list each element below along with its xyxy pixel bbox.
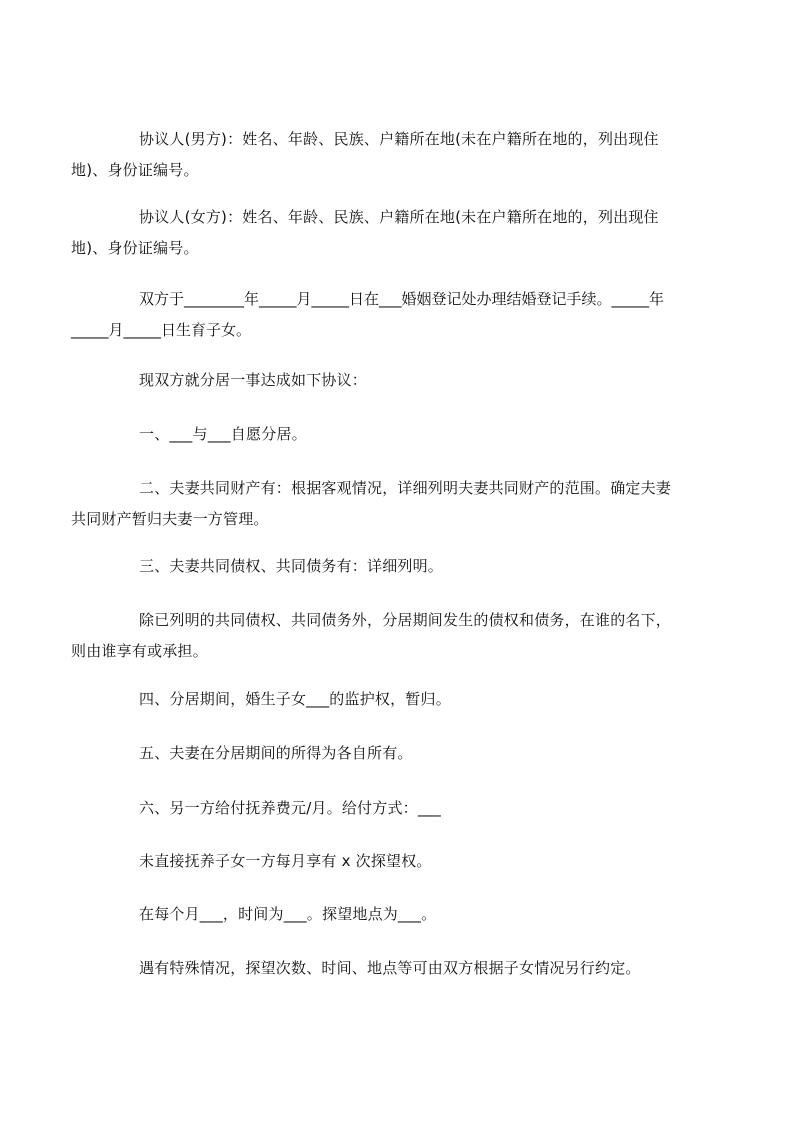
paragraph-line: 遇有特殊情况，探望次数、时间、地点等可由双方根据子女情况另行约定。 [139, 959, 641, 977]
paragraph-line: 协议人(男方)：姓名、年龄、民族、户籍所在地(未在户籍所在地的，列出现住 [139, 130, 659, 148]
paragraph-line: 在每个月___，时间为___。探望地点为___。 [139, 905, 437, 923]
paragraph-line: 协议人(女方)：姓名、年龄、民族、户籍所在地(未在户籍所在地的，列出现住 [139, 208, 659, 226]
paragraph-special-circumstances [105, 953, 705, 984]
paragraph-line: 双方于________年_____月_____日在___婚姻登记处办理结婚登记手续。_____年 [139, 290, 665, 308]
paragraph-visitation-schedule [105, 899, 705, 930]
paragraph-line: 未直接抚养子女一方每月享有 x 次探望权。 [139, 852, 432, 870]
paragraph-line: 地)、身份证编号。 [71, 161, 199, 179]
paragraph-line: 三、夫妻共同债权、共同债务有：详细列明。 [139, 557, 444, 575]
paragraph-clause-5 [105, 738, 705, 769]
paragraph-line: 四、分居期间，婚生子女___的监护权，暂归。 [139, 690, 451, 708]
paragraph-line: 现双方就分居一事达成如下协议： [139, 371, 368, 389]
paragraph-clause-1 [105, 419, 705, 450]
paragraph-party-female [71, 202, 705, 264]
paragraph-clause-4 [105, 684, 705, 715]
paragraph-clause-6 [105, 793, 705, 824]
paragraph-line: 二、夫妻共同财产有：根据客观情况，详细列明夫妻共同财产的范围。确定夫妻 [139, 479, 672, 497]
paragraph-line: _____月_____日生育子女。 [71, 321, 252, 339]
paragraph-line: 则由谁享有或承担。 [71, 642, 208, 660]
paragraph-party-male [71, 124, 705, 186]
paragraph-clause-3 [105, 551, 705, 582]
paragraph-line: 五、夫妻在分居期间的所得为各自所有。 [139, 744, 413, 762]
paragraph-debts-note [71, 605, 705, 667]
paragraph-line: 地)、身份证编号。 [71, 239, 199, 257]
paragraph-marriage-registration [71, 284, 705, 346]
paragraph-line: 六、另一方给付抚养费元/月。给付方式：___ [139, 799, 441, 817]
paragraph-clause-2 [71, 473, 705, 535]
paragraph-line: 共同财产暂归夫妻一方管理。 [71, 510, 269, 528]
paragraph-agreement-intro [105, 365, 705, 396]
paragraph-line: 除已列明的共同债权、共同债务外，分居期间发生的债权和债务，在谁的名下， [139, 611, 672, 629]
paragraph-visitation-right [105, 846, 705, 877]
paragraph-line: 一、___与___自愿分居。 [139, 425, 307, 443]
